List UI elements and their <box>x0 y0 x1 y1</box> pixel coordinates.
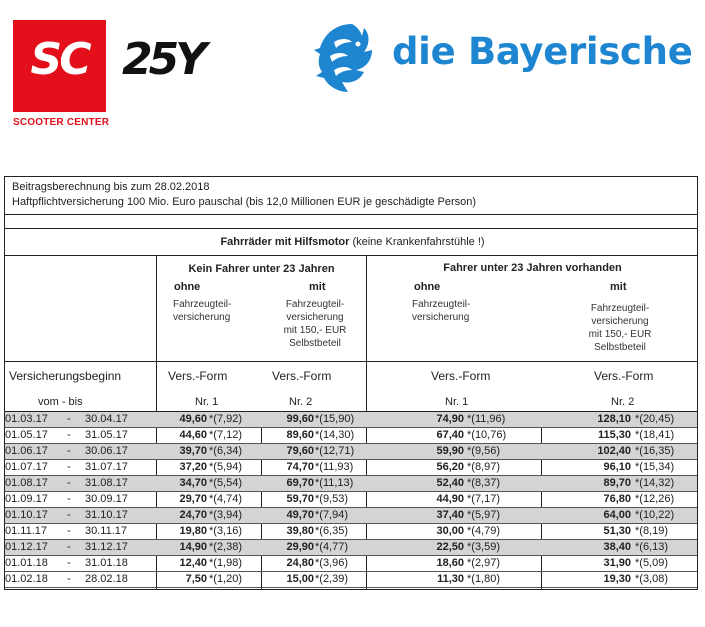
cell-b: 59,70 <box>286 493 314 505</box>
cell-a2: *(5,54) <box>209 477 243 489</box>
cell-b: 49,70 <box>286 509 314 521</box>
nr2-label-1: Nr. 2 <box>289 396 313 408</box>
cell-b: 99,60 <box>286 413 314 425</box>
cell-from: 01.06.17 <box>5 445 48 457</box>
cell-d: 64,00 <box>603 509 631 521</box>
cell-dash: - <box>67 477 71 489</box>
versicherungsbeginn-label: Versicherungsbeginn <box>9 369 122 383</box>
table-row <box>5 524 697 540</box>
cell-dash: - <box>67 413 71 425</box>
nr2-label-2: Nr. 2 <box>611 396 635 408</box>
cell-from: 01.02.18 <box>5 573 48 585</box>
col-ohne-1: ohne <box>174 281 201 293</box>
insurer-logo-text: die Bayerische <box>392 30 693 73</box>
nr1-label-1: Nr. 1 <box>195 396 219 408</box>
cell-a2: *(1,98) <box>209 557 243 569</box>
cell-c: 11,30 <box>437 573 464 585</box>
cell-d2: *(12,26) <box>635 493 675 505</box>
cell-b2: *(11,13) <box>315 477 354 489</box>
table-divider <box>4 361 698 362</box>
cell-to: 28.02.18 <box>85 573 128 585</box>
cell-c: 22,50 <box>436 541 464 553</box>
table-row <box>5 444 697 460</box>
scooter-center-label: SCOOTER CENTER <box>13 117 110 128</box>
cell-c: 37,40 <box>436 509 464 521</box>
cell-c2: *(10,76) <box>467 429 507 441</box>
cell-c2: *(5,97) <box>467 509 501 521</box>
cell-to: 30.11.17 <box>85 525 128 537</box>
cell-a2: *(2,38) <box>209 541 243 553</box>
cell-a: 14,90 <box>179 541 207 553</box>
cell-c: 67,40 <box>436 429 464 441</box>
cell-d: 38,40 <box>603 541 631 553</box>
cell-d2: *(15,34) <box>635 461 675 473</box>
cell-d: 96,10 <box>603 461 631 473</box>
cell-from: 01.12.17 <box>5 541 48 553</box>
cell-to: 30.06.17 <box>85 445 128 457</box>
cell-b: 89,60 <box>286 429 314 441</box>
cell-d2: *(3,08) <box>635 573 669 585</box>
cell-a: 7,50 <box>185 573 207 585</box>
cell-a2: *(5,94) <box>209 461 243 473</box>
cell-dash: - <box>67 429 71 441</box>
rate-rows <box>5 412 697 588</box>
table-divider <box>4 255 698 256</box>
cell-a2: *(3,94) <box>209 509 243 521</box>
cell-b: 74,70 <box>286 461 314 473</box>
cell-c2: *(1,80) <box>467 573 501 585</box>
cell-to: 30.09.17 <box>85 493 128 505</box>
vers-form-label-2: Vers.-Form <box>272 369 332 383</box>
cell-d: 76,80 <box>603 493 631 505</box>
cell-c2: *(8,37) <box>467 477 501 489</box>
table-row <box>5 556 697 572</box>
intro-line-2: Haftpflichtversicherung 100 Mio. Euro pauschal (bis 12,0 Millionen EUR je geschädigte Person) <box>12 196 477 208</box>
table-divider <box>4 214 698 215</box>
cell-a: 44,60 <box>179 429 207 441</box>
cell-b2: *(4,77) <box>315 541 349 553</box>
cell-d: 115,30 <box>597 429 631 441</box>
cell-dash: - <box>67 541 71 553</box>
col-mit-2: mit <box>610 281 627 293</box>
cell-b: 24,80 <box>286 557 314 569</box>
cell-dash: - <box>67 445 71 457</box>
lion-icon <box>312 20 384 95</box>
cell-dash: - <box>67 573 71 585</box>
cell-dash: - <box>67 557 71 569</box>
cell-b2: *(6,35) <box>315 525 349 537</box>
cell-b2: *(14,30) <box>315 429 355 441</box>
cell-b2: *(3,96) <box>315 557 349 569</box>
cell-to: 31.10.17 <box>85 509 128 521</box>
cell-a2: *(1,20) <box>209 573 243 585</box>
cell-d2: *(5,09) <box>635 557 669 569</box>
cell-to: 31.05.17 <box>85 429 128 441</box>
cell-dash: - <box>67 461 71 473</box>
cell-d: 19,30 <box>603 573 631 585</box>
table-divider <box>4 228 698 229</box>
cell-b2: *(12,71) <box>315 445 355 457</box>
cell-a2: *(6,34) <box>209 445 243 457</box>
cell-a: 12,40 <box>179 557 207 569</box>
cell-b: 29,90 <box>286 541 314 553</box>
cell-to: 31.01.18 <box>85 557 128 569</box>
cell-a: 49,60 <box>179 413 207 425</box>
desc-ohne-2: Fahrzeugteil- versicherung <box>412 299 471 323</box>
cell-from: 01.07.17 <box>5 461 48 473</box>
cell-from: 01.11.17 <box>5 525 48 537</box>
cell-a: 24,70 <box>179 509 207 521</box>
cell-c2: *(4,79) <box>467 525 501 537</box>
cell-d2: *(18,41) <box>635 429 675 441</box>
cell-b: 39,80 <box>286 525 314 537</box>
cell-from: 01.08.17 <box>5 477 48 489</box>
cell-d2: *(16,35) <box>635 445 675 457</box>
cell-b: 15,00 <box>286 573 314 585</box>
cell-c2: *(9,56) <box>467 445 501 457</box>
cell-b: 79,60 <box>286 445 314 457</box>
cell-c2: *(8,97) <box>467 461 501 473</box>
vers-form-label-3: Vers.-Form <box>431 369 491 383</box>
cell-a: 37,20 <box>179 461 207 473</box>
cell-to: 31.08.17 <box>85 477 128 489</box>
cell-to: 31.12.17 <box>85 541 128 553</box>
group-header-under23: Kein Fahrer unter 23 Jahren <box>188 263 335 275</box>
intro-line-1: Beitragsberechnung bis zum 28.02.2018 <box>12 181 210 193</box>
cell-d2: *(8,19) <box>635 525 669 537</box>
cell-d2: *(10,22) <box>635 509 675 521</box>
cell-a2: *(7,92) <box>209 413 243 425</box>
group-header-over23: Fahrer unter 23 Jahren vorhanden <box>443 262 622 274</box>
category-title-rest: (keine Krankenfahrstühle !) <box>349 236 485 248</box>
cell-d2: *(6,13) <box>635 541 669 553</box>
cell-from: 01.05.17 <box>5 429 48 441</box>
desc-ohne-1: Fahrzeugteil- versicherung <box>173 299 232 323</box>
cell-b2: *(7,94) <box>315 509 349 521</box>
cell-c: 74,90 <box>436 413 464 425</box>
desc-mit-2: Fahrzeugteil- versicherung mit 150,- EUR Selbstbeteil <box>588 303 652 353</box>
cell-c: 56,20 <box>436 461 464 473</box>
cell-a: 19,80 <box>179 525 207 537</box>
category-title-bold: Fahrräder mit Hilfsmotor <box>220 236 350 248</box>
table-row <box>5 460 697 476</box>
cell-c: 30,00 <box>436 525 464 537</box>
cell-b2: *(11,93) <box>315 461 354 473</box>
nr1-label-2: Nr. 1 <box>445 396 469 408</box>
cell-to: 31.07.17 <box>85 461 128 473</box>
cell-dash: - <box>67 493 71 505</box>
cell-d2: *(20,45) <box>635 413 675 425</box>
cell-from: 01.09.17 <box>5 493 48 505</box>
cell-d: 31,90 <box>603 557 631 569</box>
table-row <box>5 428 697 444</box>
cell-a: 34,70 <box>179 477 207 489</box>
sc-logo-text: SC <box>30 34 89 85</box>
category-title <box>0 236 705 248</box>
cell-from: 01.03.17 <box>5 413 48 425</box>
table-row <box>5 572 697 588</box>
cell-c2: *(7,17) <box>467 493 501 505</box>
cell-b2: *(15,90) <box>315 413 355 425</box>
cell-d2: *(14,32) <box>635 477 675 489</box>
cell-to: 30.04.17 <box>85 413 128 425</box>
vom-bis-label: vom - bis <box>38 396 83 408</box>
cell-a: 29,70 <box>179 493 207 505</box>
cell-b: 69,70 <box>286 477 314 489</box>
scooter-center-logo <box>13 20 106 112</box>
cell-c2: *(2,97) <box>467 557 501 569</box>
cell-a2: *(4,74) <box>209 493 243 505</box>
cell-d: 128,10 <box>597 413 631 425</box>
table-row <box>5 508 697 524</box>
cell-c2: *(11,96) <box>467 413 506 425</box>
cell-dash: - <box>67 525 71 537</box>
cell-b2: *(9,53) <box>315 493 349 505</box>
cell-d: 89,70 <box>603 477 631 489</box>
col-ohne-2: ohne <box>414 281 441 293</box>
cell-d: 102,40 <box>597 445 631 457</box>
cell-b2: *(2,39) <box>315 573 349 585</box>
cell-c: 44,90 <box>436 493 464 505</box>
cell-from: 01.01.18 <box>5 557 48 569</box>
cell-dash: - <box>67 509 71 521</box>
vers-form-label-4: Vers.-Form <box>594 369 654 383</box>
cell-c: 18,60 <box>436 557 464 569</box>
cell-d: 51,30 <box>603 525 631 537</box>
table-row <box>5 412 697 428</box>
cell-c: 52,40 <box>436 477 464 489</box>
cell-c: 59,90 <box>436 445 464 457</box>
col-mit-1: mit <box>309 281 326 293</box>
cell-a2: *(3,16) <box>209 525 243 537</box>
cell-a: 39,70 <box>179 445 207 457</box>
anniversary-logo: 25Y <box>122 34 204 85</box>
cell-from: 01.10.17 <box>5 509 48 521</box>
desc-mit-1: Fahrzeugteil- versicherung mit 150,- EUR Selbstbeteil <box>283 299 347 349</box>
table-row <box>5 492 697 508</box>
cell-c2: *(3,59) <box>467 541 501 553</box>
vers-form-label-1: Vers.-Form <box>168 369 228 383</box>
cell-a2: *(7,12) <box>209 429 243 441</box>
table-row <box>5 476 697 492</box>
table-row <box>5 540 697 556</box>
